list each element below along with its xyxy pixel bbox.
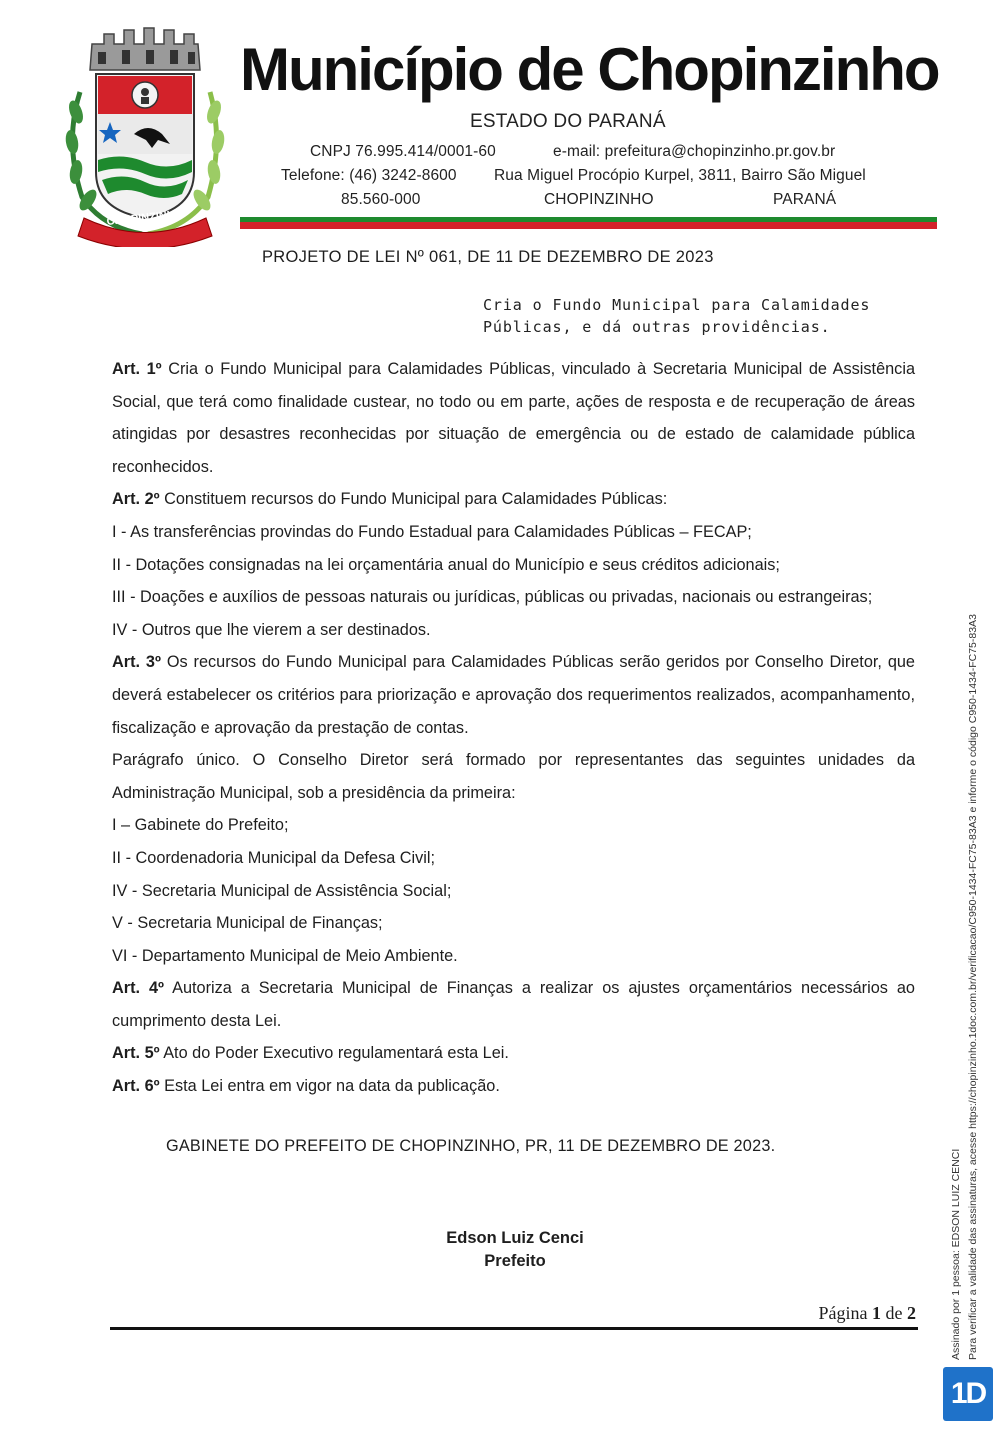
- clause-paragraph: [112, 581, 915, 614]
- signatory-role: Prefeito: [484, 1252, 546, 1270]
- article-label: Art. 6º: [112, 1077, 160, 1096]
- bill-summary-line: Públicas, e dá outras providências.: [483, 318, 831, 336]
- clause-paragraph: [112, 940, 915, 973]
- bill-body: [112, 353, 915, 1103]
- article-label: Art. 3º: [112, 653, 161, 672]
- signature-verification-note: [948, 440, 982, 1360]
- paragraph-text: Parágrafo único. O Conselho Diretor será formado por representantes das seguintes unidades da Administração Municipal, sob a presidência da primeira:: [112, 751, 915, 802]
- article-label: Art. 5º: [112, 1044, 160, 1063]
- clause-paragraph: [112, 744, 915, 809]
- bill-summary-line: Cria o Fundo Municipal para Calamidades: [483, 296, 871, 314]
- clause-paragraph: [112, 549, 915, 582]
- signatory-name: Edson Luiz Cenci: [446, 1229, 584, 1247]
- article-paragraph: [112, 972, 915, 1037]
- paragraph-text: IV - Secretaria Municipal de Assistência Social;: [112, 881, 452, 900]
- clause-paragraph: [112, 809, 915, 842]
- header-red-band: [240, 222, 937, 229]
- article-paragraph: [112, 353, 915, 483]
- article-paragraph: [112, 483, 915, 516]
- paragraph-text: Os recursos do Fundo Municipal para Calamidades Públicas serão geridos por Conselho Diretor, que deverá estabelecer os critérios para priorização e aprovação dos requerimentos realizados, acompanhamento, fiscalização e aprovação da prestação de contas.: [112, 653, 915, 737]
- paragraph-text: Ato do Poder Executivo regulamentará esta Lei.: [159, 1044, 509, 1063]
- signature-line: Assinado por 1 pessoa: EDSON LUIZ CENCI: [950, 1148, 962, 1360]
- state-subtitle: ESTADO DO PARANÁ: [470, 111, 666, 132]
- paragraph-text: Cria o Fundo Municipal para Calamidades Públicas, vinculado à Secretaria Municipal de Assistência Social, que terá como finalidade custear, no todo ou em parte, ações de resposta e de recuperação de áreas atingidas por desastres reconhecidas por situação de emergência ou de estado de calamidade pública reconhecidos.: [112, 360, 915, 476]
- article-paragraph: [112, 646, 915, 744]
- paragraph-text: V - Secretaria Municipal de Finanças;: [112, 914, 383, 933]
- article-label: Art. 1º: [112, 360, 162, 378]
- article-paragraph: [112, 1070, 915, 1103]
- clause-paragraph: [112, 875, 915, 908]
- bill-summary: [483, 294, 923, 338]
- footer-rule: [110, 1327, 918, 1330]
- state-name: PARANÁ: [773, 191, 837, 208]
- email-address: e-mail: prefeitura@chopinzinho.pr.gov.br: [553, 143, 836, 160]
- paragraph-text: II - Coordenadoria Municipal da Defesa Civil;: [112, 848, 436, 867]
- paragraph-text: I - As transferências provindas do Fundo Estadual para Calamidades Públicas – FECAP;: [112, 522, 752, 541]
- paragraph-text: I – Gabinete do Prefeito;: [112, 816, 289, 835]
- paragraph-text: VI - Departamento Municipal de Meio Ambiente.: [112, 946, 458, 965]
- city-name: CHOPINZINHO: [544, 191, 654, 208]
- article-label: Art. 4º: [112, 979, 165, 998]
- clause-paragraph: [112, 842, 915, 875]
- paragraph-text: II - Dotações consignadas na lei orçamentária anual do Município e seus créditos adicionais;: [112, 555, 780, 574]
- page-prefix: Página: [818, 1303, 872, 1323]
- paragraph-text: Autoriza a Secretaria Municipal de Finanças a realizar os ajustes orçamentários necessários ao cumprimento desta Lei.: [112, 979, 915, 1030]
- page-current: 1: [872, 1303, 881, 1323]
- closing-statement: GABINETE DO PREFEITO DE CHOPINZINHO, PR, 11 DE DEZEMBRO DE 2023.: [166, 1137, 776, 1155]
- cnpj: CNPJ 76.995.414/0001-60: [310, 143, 496, 160]
- clause-paragraph: [112, 516, 915, 549]
- page-number: [819, 1303, 917, 1324]
- 1doc-badge-icon[interactable]: [943, 1367, 993, 1421]
- postal-code: 85.560-000: [341, 191, 421, 208]
- verification-link-line[interactable]: Para verificar a validade das assinaturas, acesse https://chopinzinho.1doc.com.br/verificacao/C950-1434-FC75-83A3 e informe o código C950-1434-FC75-83A3: [967, 614, 979, 1360]
- clause-paragraph: [112, 614, 915, 647]
- paragraph-text: III - Doações e auxílios de pessoas naturais ou jurídicas, públicas ou privadas, nacionais ou estrangeiras;: [112, 588, 873, 607]
- phone-number: Telefone: (46) 3242-8600: [281, 167, 457, 184]
- bill-title: PROJETO DE LEI Nº 061, DE 11 DE DEZEMBRO DE 2023: [262, 248, 714, 266]
- 1doc-badge-label: 1D: [950, 1377, 986, 1410]
- article-label: Art. 2º: [112, 490, 160, 509]
- paragraph-text: Esta Lei entra em vigor na data da publicação.: [159, 1077, 500, 1096]
- paragraph-text: IV - Outros que lhe vierem a ser destinados.: [112, 620, 431, 639]
- page-separator: de: [881, 1303, 907, 1323]
- page-total: 2: [907, 1303, 916, 1323]
- crest-ribbon-label: CHOPINZINHO: [106, 208, 184, 228]
- clause-paragraph: [112, 907, 915, 940]
- article-paragraph: [112, 1037, 915, 1070]
- paragraph-text: Constituem recursos do Fundo Municipal para Calamidades Públicas:: [159, 490, 668, 509]
- municipality-title: Município de Chopinzinho: [240, 36, 939, 103]
- street-address: Rua Miguel Procópio Kurpel, 3811, Bairro São Miguel: [494, 167, 866, 184]
